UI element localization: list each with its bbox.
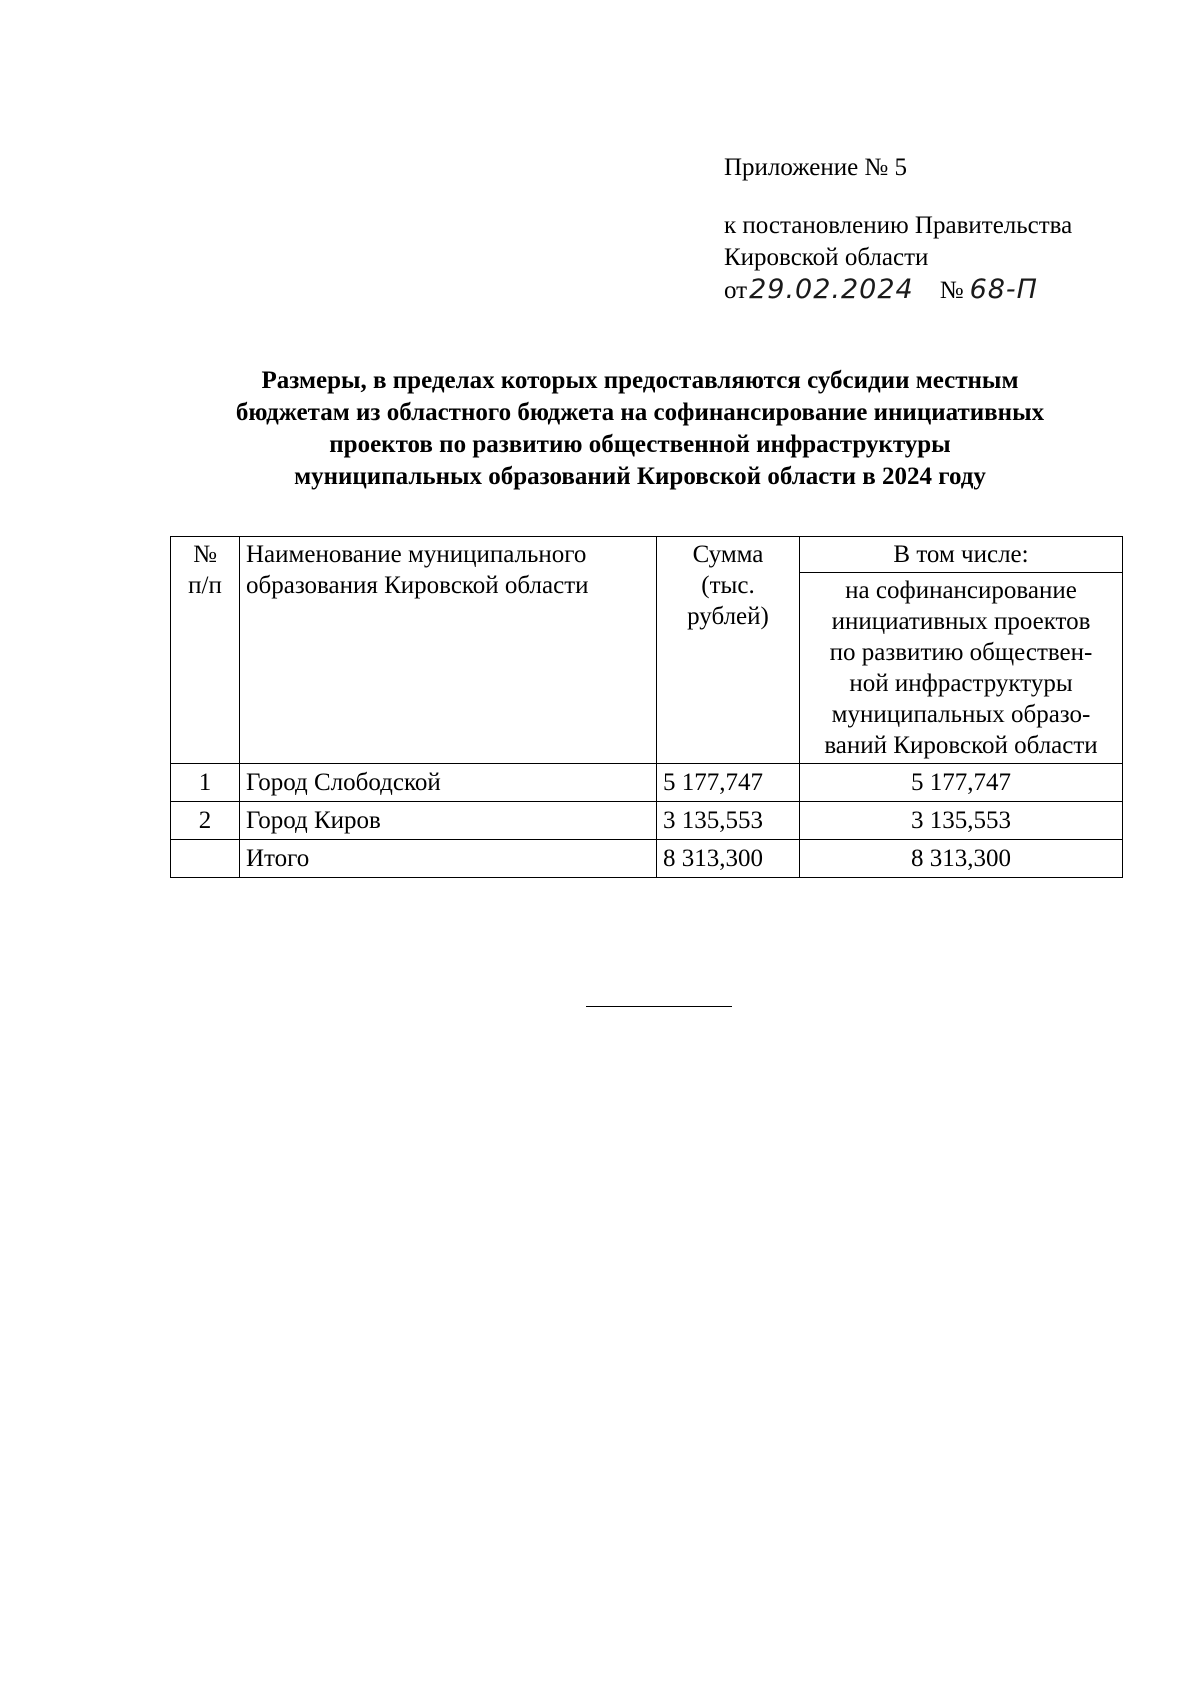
annex-date-number-line xyxy=(724,274,1072,307)
annex-block xyxy=(724,152,1072,307)
annex-ref-line-2: Кировской области xyxy=(724,244,929,271)
row-municipality: Город Слободской xyxy=(240,764,657,802)
row-number: 2 xyxy=(171,802,240,840)
row-municipality: Итого xyxy=(240,840,657,878)
title-line-1: Размеры, в пределах которых предоставляются субсидии местным xyxy=(261,367,1019,394)
header-including: В том числе: xyxy=(800,537,1123,573)
header-cofinancing-line-5: муниципальных образо- xyxy=(831,701,1091,728)
row-cofinancing: 8 313,300 xyxy=(800,840,1123,878)
header-municipality-line-1: Наименование муниципального xyxy=(246,541,587,568)
title-line-2: бюджетам из областного бюджета на софинансирование инициативных xyxy=(235,399,1045,426)
date-prefix: от xyxy=(724,277,748,304)
row-sum: 3 135,553 xyxy=(657,802,800,840)
annex-title: Приложение № 5 xyxy=(724,154,908,181)
subsidy-table xyxy=(170,536,1123,878)
header-sum-line-3: рублей) xyxy=(687,603,769,630)
header-number xyxy=(171,537,240,764)
title-line-3: проектов по развитию общественной инфраструктуры xyxy=(329,431,951,458)
row-sum: 8 313,300 xyxy=(657,840,800,878)
table-row xyxy=(171,802,1123,840)
handwritten-number: 68-П xyxy=(969,274,1038,305)
header-cofinancing-line-2: инициативных проектов xyxy=(831,608,1091,635)
header-cofinancing-line-6: ваний Кировской области xyxy=(824,732,1098,759)
header-sum xyxy=(657,537,800,764)
annex-ref-line-1: к постановлению Правительства xyxy=(724,212,1073,239)
header-cofinancing-line-4: ной инфраструктуры xyxy=(849,670,1073,697)
row-cofinancing: 5 177,747 xyxy=(800,764,1123,802)
header-sum-line-2: (тыс. xyxy=(701,572,755,599)
table-header-row xyxy=(171,537,1123,573)
table-row xyxy=(171,764,1123,802)
header-municipality-line-2: образования Кировской области xyxy=(246,572,589,599)
row-sum: 5 177,747 xyxy=(657,764,800,802)
header-sum-line-1: Сумма xyxy=(692,541,764,568)
closing-rule xyxy=(586,1006,732,1007)
title-line-4: муниципальных образований Кировской области в 2024 году xyxy=(294,463,986,490)
header-cofinancing-line-3: по развитию обществен- xyxy=(829,639,1093,666)
handwritten-date: 29.02.2024 xyxy=(749,274,914,305)
row-municipality: Город Киров xyxy=(240,802,657,840)
header-municipality xyxy=(240,537,657,764)
header-cofinancing-line-1: на софинансирование xyxy=(845,577,1077,604)
number-prefix: № xyxy=(939,277,964,304)
header-number-line-1: № xyxy=(193,541,217,568)
table-total-row xyxy=(171,840,1123,878)
row-number: 1 xyxy=(171,764,240,802)
header-number-line-2: п/п xyxy=(188,572,222,599)
header-cofinancing xyxy=(800,573,1123,764)
row-number xyxy=(171,840,240,878)
row-cofinancing: 3 135,553 xyxy=(800,802,1123,840)
document-title xyxy=(170,365,1110,493)
